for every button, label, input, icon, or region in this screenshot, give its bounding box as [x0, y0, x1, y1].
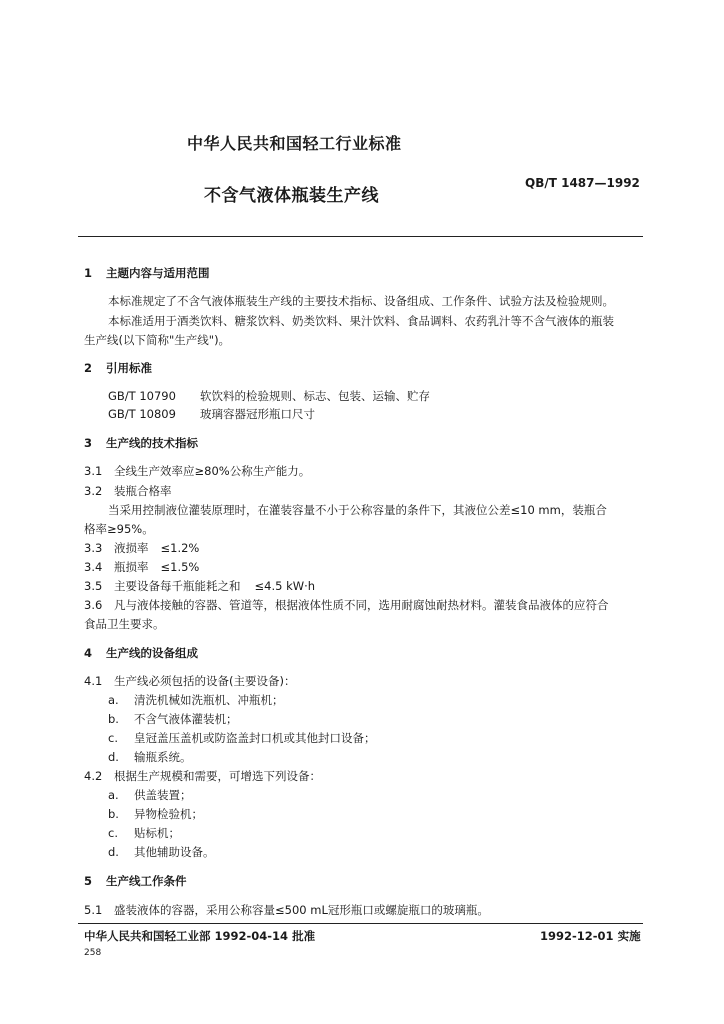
- clause-value: ≤1.2%: [160, 541, 200, 555]
- clause-text: 凡与液体接触的容器、管道等，根据液体性质不同，选用耐腐蚀耐热材料。灌装食品液体的应符合: [114, 598, 609, 612]
- ministry-heading: 中华人民共和国轻工行业标准: [187, 134, 402, 153]
- clause-4-1: [84, 673, 295, 689]
- clause-3-6-line-2: 食品卫生要求。: [84, 617, 165, 631]
- document-title: 不含气液体瓶装生产线: [204, 186, 379, 206]
- clause-text: 全线生产效率应≥80%公称生产能力。: [114, 464, 311, 478]
- reference-code: GB/T 10809: [108, 407, 176, 421]
- list-letter: b.: [108, 807, 119, 821]
- list-text: 输瓶系统。: [134, 750, 192, 764]
- clause-3-3: [84, 540, 199, 556]
- clause-number: 4.2: [84, 769, 103, 783]
- section-3-number: 3: [84, 436, 93, 450]
- clause-3-2-line-1: 当采用控制液位灌装原理时，在灌装容量不小于公称容量的条件下，其液位公差≤10 mm，装瓶合: [108, 503, 607, 517]
- section-5-heading: [84, 873, 187, 889]
- approval-line: 中华人民共和国轻工业部 1992-04-14 批准: [84, 929, 316, 943]
- clause-title: 装瓶合格率: [114, 484, 172, 498]
- list-item: [108, 711, 238, 727]
- clause-number: 4.1: [84, 674, 103, 688]
- list-letter: c.: [108, 731, 118, 745]
- list-item: [108, 844, 215, 860]
- clause-number: 3.2: [84, 484, 103, 498]
- section-5-number: 5: [84, 874, 93, 888]
- clause-3-2-line-2: 格率≥95%。: [84, 522, 154, 536]
- list-text: 异物检验机；: [134, 807, 203, 821]
- list-item: [108, 749, 192, 765]
- list-item: [108, 692, 284, 708]
- list-text: 清洗机械如洗瓶机、冲瓶机；: [134, 693, 284, 707]
- section-1-paragraph-2-line-1: 本标准适用于酒类饮料、糖浆饮料、奶类饮料、果汁饮料、食品调料、农药乳汁等不含气液体的瓶装: [108, 314, 614, 328]
- clause-3-2: [84, 483, 172, 499]
- clause-5-1: [84, 902, 489, 918]
- section-4-heading: [84, 645, 198, 661]
- reference-title: 软饮料的检验规则、标志、包装、运输、贮存: [200, 389, 430, 403]
- section-5-title: 生产线工作条件: [106, 874, 187, 888]
- section-3-title: 生产线的技术指标: [106, 436, 198, 450]
- section-4-title: 生产线的设备组成: [106, 646, 198, 660]
- footer-rule: [78, 923, 643, 924]
- list-text: 贴标机；: [134, 826, 180, 840]
- header-rule: [78, 236, 643, 237]
- clause-value: ≤4.5 kW·h: [254, 579, 316, 593]
- section-1-heading: [84, 265, 210, 281]
- clause-number: 3.5: [84, 579, 103, 593]
- list-text: 皇冠盖压盖机或防盗盖封口机或其他封口设备；: [134, 731, 376, 745]
- reference-title: 玻璃容器冠形瓶口尺寸: [200, 407, 315, 421]
- list-letter: a.: [108, 788, 119, 802]
- page-number: 258: [84, 948, 102, 958]
- list-letter: c.: [108, 826, 118, 840]
- reference-item: [108, 388, 430, 404]
- list-letter: d.: [108, 750, 119, 764]
- section-2-heading: [84, 360, 152, 376]
- section-3-heading: [84, 435, 198, 451]
- clause-number: 5.1: [84, 903, 103, 917]
- section-2-title: 引用标准: [106, 361, 152, 375]
- list-letter: a.: [108, 693, 119, 707]
- clause-value: ≤1.5%: [160, 560, 200, 574]
- clause-4-2: [84, 768, 321, 784]
- clause-number: 3.3: [84, 541, 103, 555]
- standard-code: QB/T 1487—1992: [525, 176, 640, 190]
- clause-3-5: [84, 578, 315, 594]
- list-letter: b.: [108, 712, 119, 726]
- clause-number: 3.1: [84, 464, 103, 478]
- clause-text: 盛装液体的容器，采用公称容量≤500 mL冠形瓶口或螺旋瓶口的玻璃瓶。: [114, 903, 489, 917]
- clause-3-4: [84, 559, 199, 575]
- section-1-number: 1: [84, 266, 93, 280]
- section-1-paragraph-2-line-2: 生产线(以下简称"生产线")。: [84, 333, 231, 347]
- list-item: [108, 825, 180, 841]
- clause-text: 根据生产规模和需要，可增选下列设备：: [114, 769, 321, 783]
- section-2-number: 2: [84, 361, 93, 375]
- clause-label: 液损率: [114, 541, 149, 555]
- section-4-number: 4: [84, 646, 93, 660]
- list-text: 供盖装置；: [134, 788, 192, 802]
- list-text: 其他辅助设备。: [134, 845, 215, 859]
- clause-label: 主要设备每千瓶能耗之和: [114, 579, 241, 593]
- clause-3-6: [84, 597, 609, 613]
- list-item: [108, 806, 203, 822]
- section-1-paragraph-1: 本标准规定了不含气液体瓶装生产线的主要技术指标、设备组成、工作条件、试验方法及检验规则。: [108, 294, 614, 308]
- reference-item: [108, 406, 315, 422]
- clause-number: 3.4: [84, 560, 103, 574]
- reference-code: GB/T 10790: [108, 389, 176, 403]
- list-item: [108, 787, 192, 803]
- list-letter: d.: [108, 845, 119, 859]
- clause-number: 3.6: [84, 598, 103, 612]
- clause-label: 瓶损率: [114, 560, 149, 574]
- clause-3-1: [84, 463, 310, 479]
- list-item: [108, 730, 376, 746]
- section-1-title: 主题内容与适用范围: [106, 266, 210, 280]
- clause-text: 生产线必须包括的设备(主要设备)：: [114, 674, 296, 688]
- effective-date: 1992-12-01 实施: [540, 929, 641, 943]
- list-text: 不含气液体灌装机；: [134, 712, 238, 726]
